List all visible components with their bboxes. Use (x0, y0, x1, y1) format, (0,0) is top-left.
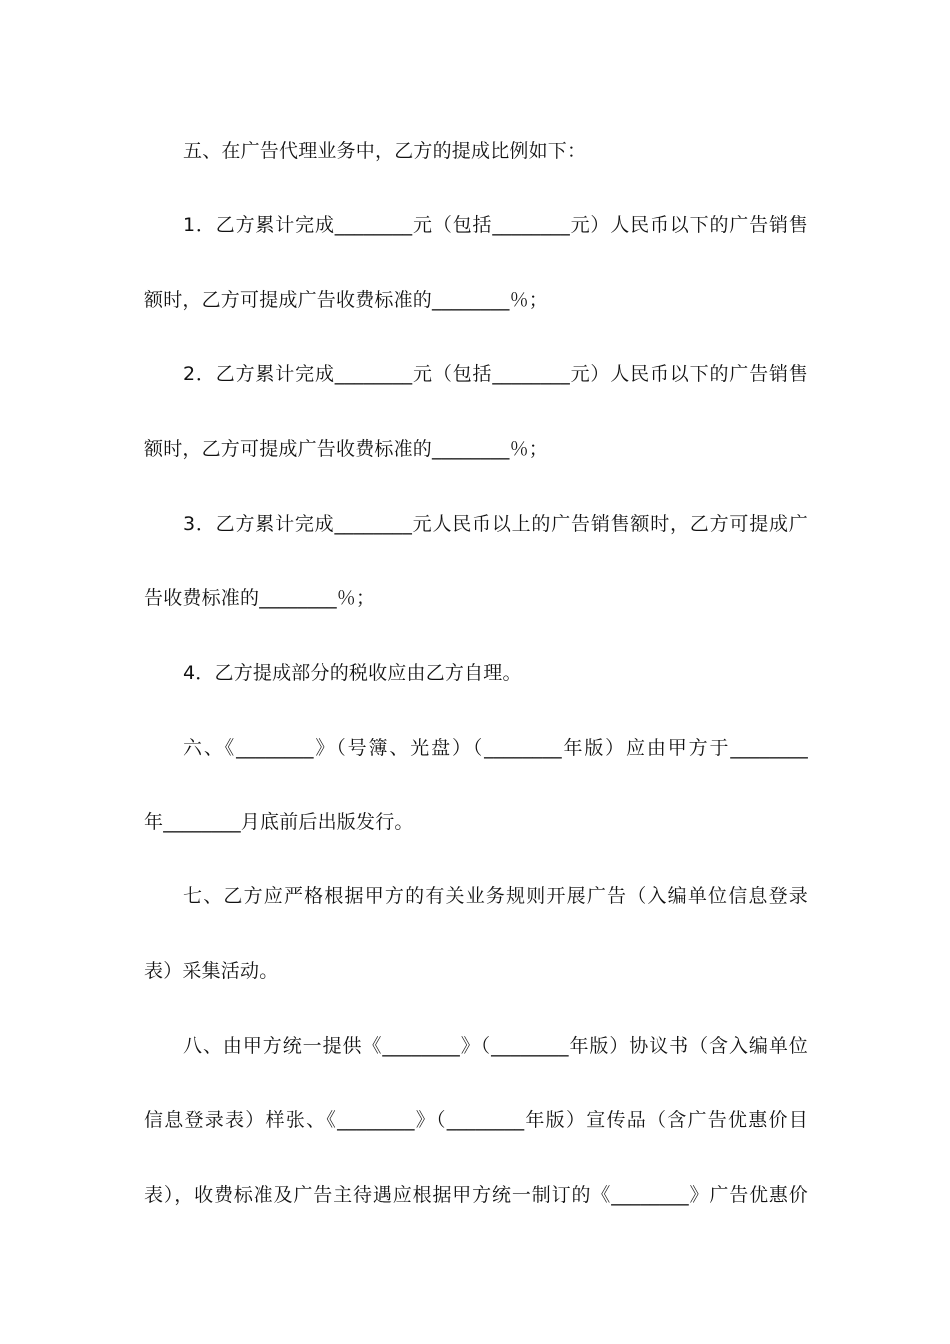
clause-5-item-2-line-2: 额时，乙方可提成广告收费标准的________％； (144, 438, 549, 460)
clause-7-line-2: 表）采集活动。 (144, 960, 279, 982)
clause-8-line-1: 八、由甲方统一提供《________》（________年版）协议书（含入编单位 (183, 1035, 808, 1057)
clause-5-item-2-line-1: 2．乙方累计完成________元（包括________元）人民币以下的广告销售 (183, 363, 808, 385)
clause-5-item-1-line-1: 1．乙方累计完成________元（包括________元）人民币以下的广告销售 (183, 214, 808, 236)
clause-7-line-1: 七、乙方应严格根据甲方的有关业务规则开展广告（入编单位信息登录 (183, 885, 808, 907)
clause-5-item-3-line-2: 告收费标准的________％； (144, 587, 376, 609)
clause-6-line-1: 六、《________》（号簿、光盘）（________年版）应由甲方于________ (183, 737, 808, 759)
clause-5-item-1-line-2: 额时，乙方可提成广告收费标准的________％； (144, 289, 549, 311)
clause-5-item-4: 4．乙方提成部分的税收应由乙方自理。 (183, 662, 522, 684)
clause-5-heading: 五、在广告代理业务中，乙方的提成比例如下： (183, 140, 587, 162)
clause-6-line-2: 年________月底前后出版发行。 (144, 811, 414, 833)
clause-8-line-2: 信息登录表）样张、《________》（________年版）宣传品（含广告优惠价目 (144, 1109, 808, 1131)
clause-8-line-3: 表），收费标准及广告主待遇应根据甲方统一制订的《________》广告优惠价 (144, 1184, 808, 1206)
clause-5-item-3-line-1: 3．乙方累计完成________元人民币以上的广告销售额时，乙方可提成广 (183, 513, 808, 535)
